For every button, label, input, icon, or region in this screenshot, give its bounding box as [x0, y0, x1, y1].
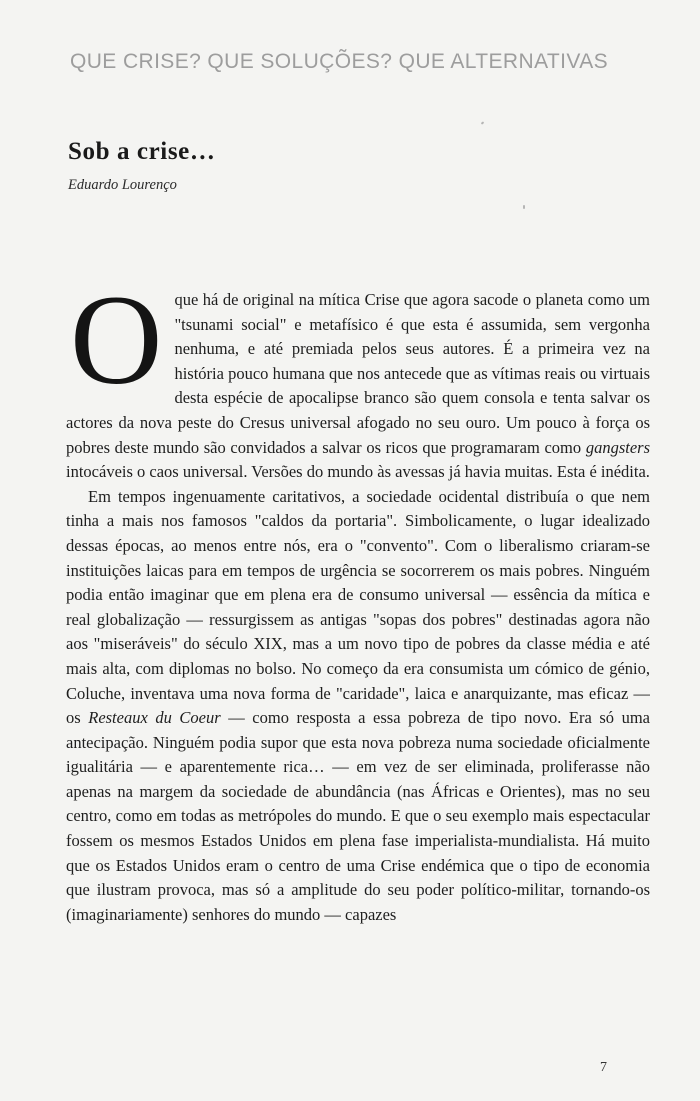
paragraph-1 — [66, 288, 650, 485]
drop-cap: O — [70, 288, 163, 411]
paper-speck — [523, 205, 525, 209]
article-body — [66, 288, 650, 1028]
running-header: QUE CRISE? QUE SOLUÇÕES? QUE ALTERNATIVAS — [70, 50, 609, 73]
page-number: 7 — [600, 1060, 607, 1075]
paragraph-1-end: intocáveis o caos universal. Versões do mundo às avessas já havia muitas. Esta é inédita. — [66, 462, 650, 482]
paper-speck — [481, 121, 485, 124]
paragraph-2 — [66, 485, 650, 928]
paragraph-1-italic: gangsters — [585, 437, 650, 457]
paragraph-2-text: Em tempos ingenuamente caritativos, a sociedade ocidental distribuía o que nem tinha a mais nos famosos "caldos da portaria". Simbolicamente, o lugar idealizado dessas épocas, ao menos entre nós, era o "convento". Com o liberalismo criaram-se instituições laicas para em tempos de urgência se socorrerem os mais pobres. Ninguém podia então imaginar que em plena era de consumo universal — essência da mítica e real globalização — ressurgissem as antigas "sopas dos pobres" destinadas agora não aos "miseráveis" do século XIX, mas a um novo tipo de pobres da classe média e até mais alta, com diplomas no bolso. No começo da era consumista um cómico de génio, Coluche, inventava uma nova forma de "caridade", laica e anarquizante, mas eficaz — os — [66, 486, 650, 728]
article-title: Sob a crise… — [68, 138, 216, 165]
article-author: Eduardo Lourenço — [68, 177, 177, 193]
paragraph-1-text: que há de original na mítica Crise que agora sacode o planeta como um "tsunami social" e metafísico é que esta é assumida, sem vergonha nenhuma, e até premiada pelos seus autores. É a primeira vez na história pouco humana que nos antecede que as vítimas reais ou virtuais desta espécie de apocalipse branco são quem consola e tenta salvar os actores da nova peste do Cresus universal afogado no seu ouro. Um pouco à força os pobres deste mundo são convidados a salvar os ricos que programaram como — [66, 290, 650, 457]
paragraph-2-italic: Resteaux du Coeur — [88, 708, 221, 728]
paragraph-2-end: — como resposta a essa pobreza de tipo novo. Era só uma antecipação. Ninguém podia supor que esta nova pobreza numa sociedade oficialmente igualitária — e aparentemente rica… — em vez de ser eliminada, proliferasse não apenas na margem da sociedade de abundância (nas Áfricas e Orientes), mas no seu centro, como em todas as metrópoles do mundo. E que o seu exemplo mais espectacular fossem os mesmos Estados Unidos em plena fase imperialista-mundialista. Há muito que os Estados Unidos eram o centro de uma Crise endémica que o tipo de economia que ilustram provoca, mas só a amplitude do seu poder político-militar, tornando-os (imaginariamente) senhores do mundo — capazes — [66, 708, 650, 924]
